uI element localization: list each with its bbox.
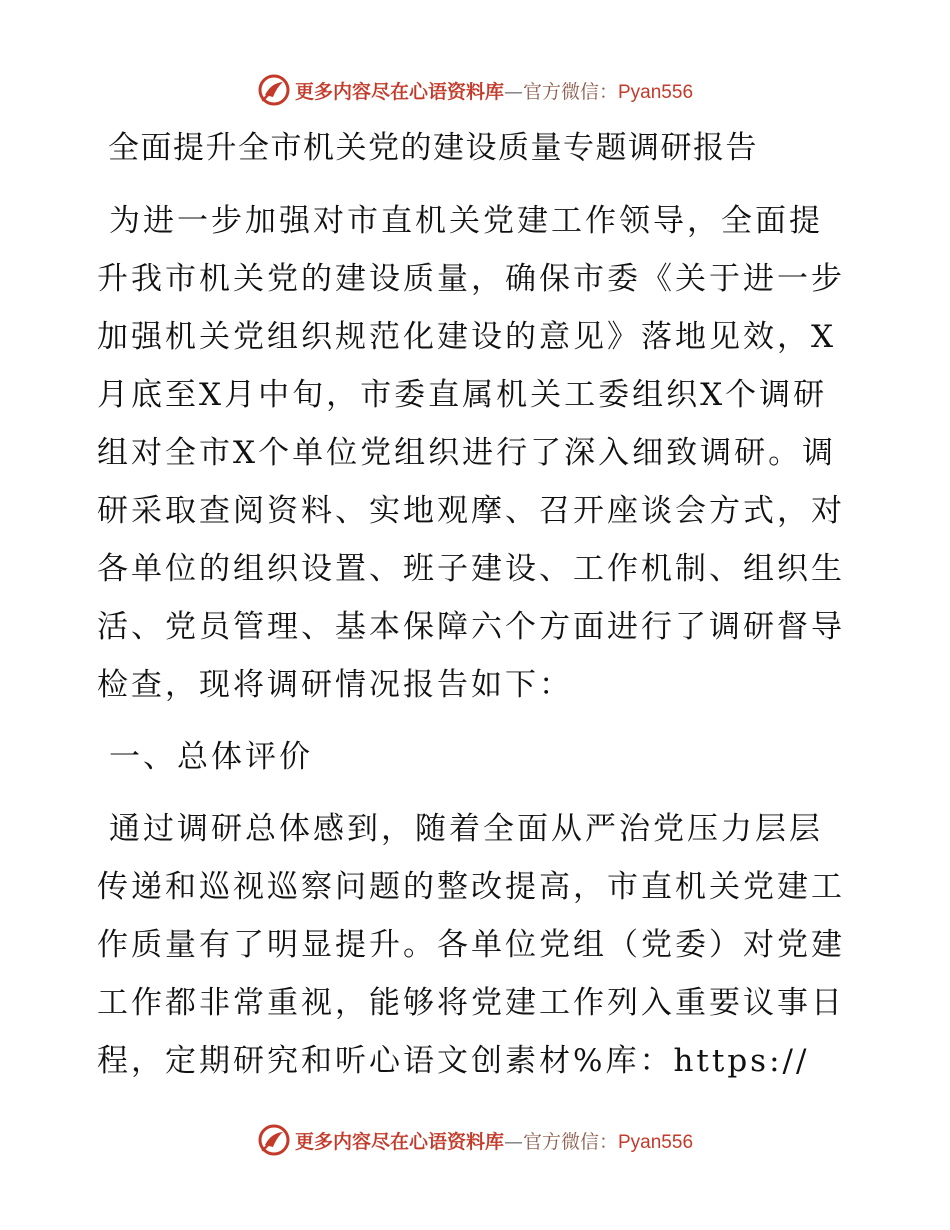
text-line: 各单位的组织设置、班子建设、工作机制、组织生 <box>97 551 845 587</box>
footer-watermark-banner <box>0 1120 950 1160</box>
text-line: 传递和巡视巡察问题的整改提高，市直机关党建工 <box>97 869 845 905</box>
banner-wechat-label: 官方微信： <box>522 1130 618 1153</box>
banner-text <box>295 1127 693 1154</box>
brand-logo-icon <box>257 73 291 107</box>
section-heading: 一、总体评价 <box>109 739 313 775</box>
text-line: 月底至X月中旬，市委直属机关工委组织X个调研 <box>97 377 828 413</box>
text-line: 工作都非常重视，能够将党建工作列入重要议事日 <box>97 985 845 1021</box>
text-line: 为进一步加强对市直机关党建工作领导，全面提 <box>109 203 823 239</box>
banner-site-text: 更多内容尽在心语资料库 <box>294 1130 504 1153</box>
banner-wechat-id: Pyan556 <box>618 1131 694 1153</box>
text-line: 研采取查阅资料、实地观摩、召开座谈会方式，对 <box>97 493 845 529</box>
document-body <box>97 192 857 1090</box>
text-line: 组对全市X个单位党组织进行了深入细致调研。调 <box>97 435 837 471</box>
text-line: 加强机关党组织规范化建设的意见》落地见效，X <box>97 319 837 355</box>
banner-text <box>295 77 693 104</box>
text-line: 通过调研总体感到，随着全面从严治党压力层层 <box>109 811 823 847</box>
document-title: 全面提升全市机关党的建设质量专题调研报告 <box>108 130 758 166</box>
banner-wechat-label: 官方微信： <box>522 80 618 103</box>
paragraph-intro <box>97 192 857 714</box>
brand-logo-icon <box>257 1123 291 1157</box>
text-line: 作质量有了明显提升。各单位党组（党委）对党建 <box>97 927 845 963</box>
banner-dash: — <box>503 1130 523 1153</box>
banner-site-text: 更多内容尽在心语资料库 <box>294 80 504 103</box>
banner-dash: — <box>503 80 523 103</box>
banner-wechat-id: Pyan556 <box>618 81 694 103</box>
text-line: 程，定期研究和听心语文创素材%库：https:// <box>97 1043 810 1079</box>
paragraph-evaluation <box>97 800 857 1090</box>
text-line: 检查，现将调研情况报告如下： <box>97 667 573 703</box>
text-line: 升我市机关党的建设质量，确保市委《关于进一步 <box>97 261 845 297</box>
header-watermark-banner <box>0 70 950 110</box>
text-line: 活、党员管理、基本保障六个方面进行了调研督导 <box>97 609 845 645</box>
